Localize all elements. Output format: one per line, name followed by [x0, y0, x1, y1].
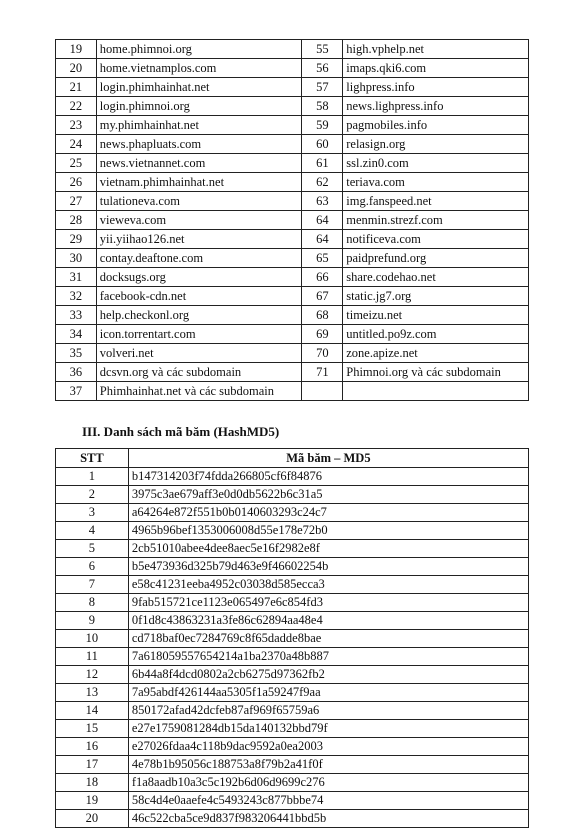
hash-stt-cell: 14 [56, 702, 129, 720]
hash-stt-cell: 2 [56, 486, 129, 504]
left-stt-cell: 20 [56, 59, 97, 78]
hash-stt-cell: 15 [56, 720, 129, 738]
left-domain-cell: contay.deaftone.com [96, 249, 302, 268]
left-stt-cell: 26 [56, 173, 97, 192]
right-stt-cell: 69 [302, 325, 343, 344]
left-stt-cell: 36 [56, 363, 97, 382]
hash-stt-cell: 5 [56, 540, 129, 558]
domain-row [56, 78, 529, 97]
left-domain-cell: yii.yiihao126.net [96, 230, 302, 249]
hash-stt-cell: 17 [56, 756, 129, 774]
left-domain-cell: icon.torrentart.com [96, 325, 302, 344]
right-domain-cell: paidprefund.org [343, 249, 529, 268]
right-domain-cell: teriava.com [343, 173, 529, 192]
hash-value-cell: 3975c3ae679aff3e0d0db5622b6c31a5 [128, 486, 528, 504]
hash-row [56, 702, 529, 720]
right-stt-cell: 58 [302, 97, 343, 116]
hash-value-cell: 58c4d4e0aaefe4c5493243c877bbbe74 [128, 792, 528, 810]
hash-value-cell: f1a8aadb10a3c5c192b6d06d9699c276 [128, 774, 528, 792]
right-domain-cell: untitled.po9z.com [343, 325, 529, 344]
left-domain-cell: dcsvn.org và các subdomain [96, 363, 302, 382]
hash-stt-cell: 11 [56, 648, 129, 666]
hash-row [56, 648, 529, 666]
right-stt-cell: 64 [302, 230, 343, 249]
right-stt-cell: 65 [302, 249, 343, 268]
hash-row [56, 594, 529, 612]
domain-row [56, 192, 529, 211]
domain-row [56, 249, 529, 268]
domain-row [56, 154, 529, 173]
right-domain-cell: Phimnoi.org và các subdomain [343, 363, 529, 382]
left-domain-cell: Phimhainhat.net và các subdomain [96, 382, 302, 401]
right-stt-cell: 57 [302, 78, 343, 97]
left-domain-cell: volveri.net [96, 344, 302, 363]
hash-stt-cell: 6 [56, 558, 129, 576]
hash-row [56, 792, 529, 810]
right-domain-cell: imaps.qki6.com [343, 59, 529, 78]
domain-row [56, 268, 529, 287]
left-stt-cell: 34 [56, 325, 97, 344]
left-domain-cell: news.vietnannet.com [96, 154, 302, 173]
left-domain-cell: vieweva.com [96, 211, 302, 230]
right-domain-cell: timeizu.net [343, 306, 529, 325]
right-stt-cell: 61 [302, 154, 343, 173]
domain-row [56, 325, 529, 344]
hash-value-cell: 9fab515721ce1123e065497e6c854fd3 [128, 594, 528, 612]
hash-value-cell: e58c41231eeba4952c03038d585ecca3 [128, 576, 528, 594]
hash-table-body [56, 468, 529, 828]
hash-stt-cell: 10 [56, 630, 129, 648]
left-domain-cell: facebook-cdn.net [96, 287, 302, 306]
hash-value-cell: e27026fdaa4c118b9dac9592a0ea2003 [128, 738, 528, 756]
left-domain-cell: login.phimhainhat.net [96, 78, 302, 97]
right-stt-cell [302, 382, 343, 401]
right-domain-cell: zone.apize.net [343, 344, 529, 363]
hash-row [56, 756, 529, 774]
domain-table-body [56, 40, 529, 401]
left-domain-cell: login.phimnoi.org [96, 97, 302, 116]
right-domain-cell: lighpress.info [343, 78, 529, 97]
domain-row [56, 230, 529, 249]
domain-row [56, 135, 529, 154]
left-stt-cell: 30 [56, 249, 97, 268]
hash-stt-cell: 18 [56, 774, 129, 792]
left-domain-cell: home.phimnoi.org [96, 40, 302, 59]
right-stt-cell: 71 [302, 363, 343, 382]
hash-value-cell: b147314203f74fdda266805cf6f84876 [128, 468, 528, 486]
hash-stt-cell: 4 [56, 522, 129, 540]
hash-stt-cell: 9 [56, 612, 129, 630]
hash-row [56, 522, 529, 540]
right-domain-cell: ssl.zin0.com [343, 154, 529, 173]
hash-stt-cell: 1 [56, 468, 129, 486]
hash-row [56, 810, 529, 828]
hash-value-cell: 0f1d8c43863231a3fe86c62894aa48e4 [128, 612, 528, 630]
domain-row [56, 382, 529, 401]
left-stt-cell: 19 [56, 40, 97, 59]
hash-stt-cell: 20 [56, 810, 129, 828]
hash-row [56, 558, 529, 576]
left-stt-cell: 22 [56, 97, 97, 116]
hash-row [56, 684, 529, 702]
left-stt-cell: 24 [56, 135, 97, 154]
right-stt-cell: 67 [302, 287, 343, 306]
left-domain-cell: docksugs.org [96, 268, 302, 287]
left-stt-cell: 25 [56, 154, 97, 173]
hash-row [56, 504, 529, 522]
domain-row [56, 211, 529, 230]
hash-value-cell: 6b44a8f4dcd0802a2cb6275d97362fb2 [128, 666, 528, 684]
domain-row [56, 59, 529, 78]
left-stt-cell: 35 [56, 344, 97, 363]
domain-row [56, 97, 529, 116]
right-domain-cell: relasign.org [343, 135, 529, 154]
hash-stt-cell: 3 [56, 504, 129, 522]
hash-value-cell: a64264e872f551b0b0140603293c24c7 [128, 504, 528, 522]
hash-stt-cell: 13 [56, 684, 129, 702]
left-stt-cell: 28 [56, 211, 97, 230]
left-domain-cell: help.checkonl.org [96, 306, 302, 325]
hash-stt-cell: 19 [56, 792, 129, 810]
right-domain-cell: pagmobiles.info [343, 116, 529, 135]
left-stt-cell: 27 [56, 192, 97, 211]
left-domain-cell: home.vietnamplos.com [96, 59, 302, 78]
left-stt-cell: 37 [56, 382, 97, 401]
header-stt: STT [56, 449, 129, 468]
left-stt-cell: 32 [56, 287, 97, 306]
hash-row [56, 666, 529, 684]
right-stt-cell: 60 [302, 135, 343, 154]
domain-row [56, 344, 529, 363]
right-stt-cell: 66 [302, 268, 343, 287]
right-domain-cell: menmin.strezf.com [343, 211, 529, 230]
left-stt-cell: 23 [56, 116, 97, 135]
right-stt-cell: 59 [302, 116, 343, 135]
left-domain-cell: news.phapluats.com [96, 135, 302, 154]
hash-value-cell: cd718baf0ec7284769c8f65dadde8bae [128, 630, 528, 648]
left-stt-cell: 31 [56, 268, 97, 287]
domain-row [56, 363, 529, 382]
header-hash: Mã băm – MD5 [128, 449, 528, 468]
hash-value-cell: 46c522cba5ce9d837f983206441bbd5b [128, 810, 528, 828]
right-stt-cell: 56 [302, 59, 343, 78]
hash-value-cell: 7a618059557654214a1ba2370a48b887 [128, 648, 528, 666]
domain-row [56, 116, 529, 135]
right-stt-cell: 63 [302, 192, 343, 211]
hash-row [56, 630, 529, 648]
hash-value-cell: e27e1759081284db15da140132bbd79f [128, 720, 528, 738]
right-stt-cell: 55 [302, 40, 343, 59]
left-domain-cell: tulationeva.com [96, 192, 302, 211]
left-domain-cell: vietnam.phimhainhat.net [96, 173, 302, 192]
hash-table [55, 448, 529, 828]
hash-stt-cell: 8 [56, 594, 129, 612]
hash-row [56, 540, 529, 558]
right-stt-cell: 68 [302, 306, 343, 325]
left-stt-cell: 33 [56, 306, 97, 325]
hash-row [56, 720, 529, 738]
domain-row [56, 40, 529, 59]
right-domain-cell: img.fanspeed.net [343, 192, 529, 211]
right-domain-cell [343, 382, 529, 401]
right-stt-cell: 62 [302, 173, 343, 192]
hash-table-header [56, 449, 529, 468]
domain-table [55, 39, 529, 401]
domain-row [56, 287, 529, 306]
hash-stt-cell: 7 [56, 576, 129, 594]
hash-row [56, 486, 529, 504]
hash-stt-cell: 12 [56, 666, 129, 684]
hash-stt-cell: 16 [56, 738, 129, 756]
hash-value-cell: 4e78b1b95056c188753a8f79b2a41f0f [128, 756, 528, 774]
hash-value-cell: b5e473936d325b79d463e9f46602254b [128, 558, 528, 576]
right-stt-cell: 70 [302, 344, 343, 363]
hash-value-cell: 7a95abdf426144aa5305f1a59247f9aa [128, 684, 528, 702]
domain-row [56, 173, 529, 192]
hash-value-cell: 4965b96bef1353006008d55e178e72b0 [128, 522, 528, 540]
hash-row [56, 774, 529, 792]
left-stt-cell: 29 [56, 230, 97, 249]
hash-row [56, 612, 529, 630]
right-domain-cell: static.jg7.org [343, 287, 529, 306]
hash-row [56, 576, 529, 594]
hash-value-cell: 2cb51010abee4dee8aec5e16f2982e8f [128, 540, 528, 558]
hash-value-cell: 850172afad42dcfeb87af969f65759a6 [128, 702, 528, 720]
left-domain-cell: my.phimhainhat.net [96, 116, 302, 135]
right-domain-cell: news.lighpress.info [343, 97, 529, 116]
right-stt-cell: 64 [302, 211, 343, 230]
hash-row [56, 468, 529, 486]
left-stt-cell: 21 [56, 78, 97, 97]
section-heading: III. Danh sách mã băm (HashMD5) [82, 424, 280, 439]
hash-row [56, 738, 529, 756]
right-domain-cell: share.codehao.net [343, 268, 529, 287]
right-domain-cell: high.vphelp.net [343, 40, 529, 59]
right-domain-cell: notificeva.com [343, 230, 529, 249]
domain-row [56, 306, 529, 325]
